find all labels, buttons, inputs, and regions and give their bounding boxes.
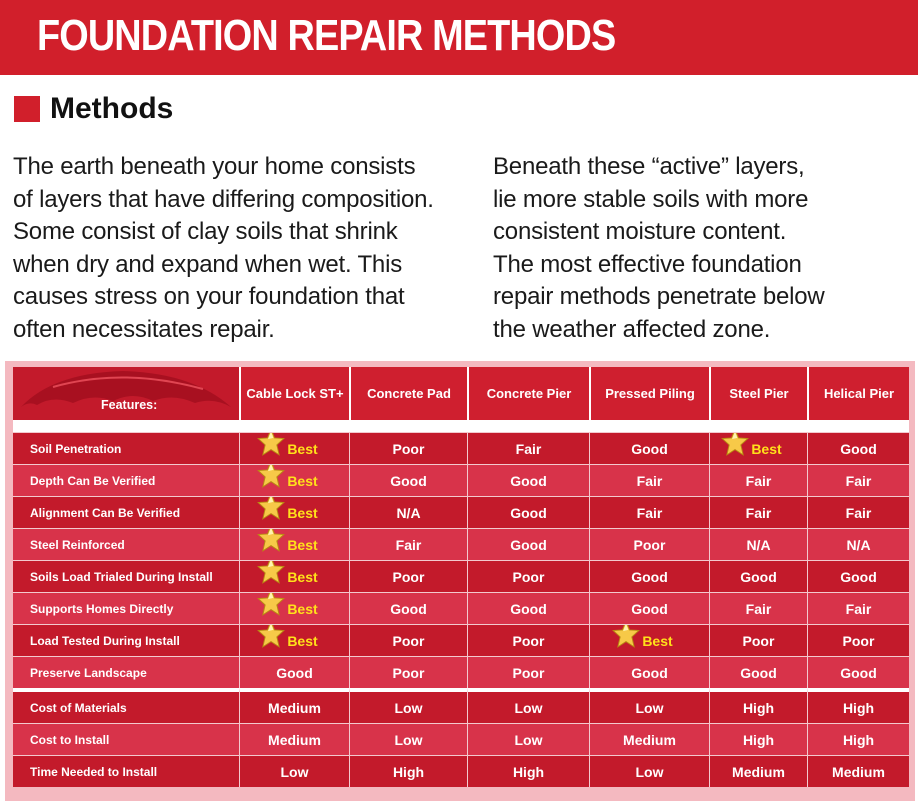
table-row xyxy=(13,688,909,723)
rating-text: Best xyxy=(287,600,318,617)
rating-cell xyxy=(239,624,349,656)
features-label: Features: xyxy=(101,398,158,412)
rating-cell: Poor xyxy=(349,656,467,688)
page-title: FOUNDATION REPAIR METHODS xyxy=(37,11,616,60)
rating-cell: N/A xyxy=(807,528,909,560)
rating-cell: Fair xyxy=(709,496,807,528)
rating-cell: High xyxy=(709,723,807,755)
rating-cell: Good xyxy=(349,464,467,496)
rating-cell: Fair xyxy=(709,592,807,624)
rating-cell: Fair xyxy=(709,464,807,496)
umbrella-icon xyxy=(13,367,239,420)
star-icon xyxy=(257,560,285,584)
rating-text: Best xyxy=(287,536,318,553)
best-rating xyxy=(271,633,317,649)
best-rating xyxy=(271,505,317,521)
rating-cell: Good xyxy=(467,496,589,528)
rating-cell: Low xyxy=(589,688,709,723)
rating-cell: Medium xyxy=(239,723,349,755)
rating-cell: Good xyxy=(709,560,807,592)
rating-cell: Low xyxy=(349,723,467,755)
feature-name: Alignment Can Be Verified xyxy=(13,496,239,528)
rating-cell: Good xyxy=(239,656,349,688)
rating-cell: Good xyxy=(467,464,589,496)
star-icon xyxy=(257,496,285,520)
rating-cell: Good xyxy=(589,592,709,624)
rating-cell: High xyxy=(467,755,589,787)
rating-cell xyxy=(589,624,709,656)
table-row xyxy=(13,723,909,755)
feature-name: Cost of Materials xyxy=(13,688,239,723)
table-row xyxy=(13,624,909,656)
rating-cell: Good xyxy=(807,656,909,688)
rating-cell: Fair xyxy=(589,496,709,528)
features-header-cell xyxy=(13,367,239,422)
rating-cell: Fair xyxy=(589,464,709,496)
column-header: Cable Lock ST+ xyxy=(239,367,349,422)
rating-text: Best xyxy=(287,568,318,585)
feature-name: Time Needed to Install xyxy=(13,755,239,787)
rating-cell: Low xyxy=(467,723,589,755)
table-row xyxy=(13,656,909,688)
rating-cell: High xyxy=(349,755,467,787)
best-rating xyxy=(271,569,317,585)
table-row xyxy=(13,528,909,560)
rating-text: Best xyxy=(287,632,318,649)
rating-cell xyxy=(239,464,349,496)
rating-cell: Fair xyxy=(807,592,909,624)
best-rating xyxy=(271,537,317,553)
column-header: Steel Pier xyxy=(709,367,807,422)
table-row xyxy=(13,755,909,787)
feature-name: Steel Reinforced xyxy=(13,528,239,560)
rating-cell: Good xyxy=(467,592,589,624)
section-heading: Methods xyxy=(50,92,174,125)
table-row xyxy=(13,432,909,464)
rating-cell: Good xyxy=(349,592,467,624)
rating-cell: Good xyxy=(589,656,709,688)
rating-cell: Good xyxy=(467,528,589,560)
star-icon xyxy=(257,432,285,456)
rating-cell: Medium xyxy=(589,723,709,755)
rating-cell xyxy=(239,496,349,528)
star-icon xyxy=(257,464,285,488)
rating-cell: Fair xyxy=(349,528,467,560)
rating-cell: Poor xyxy=(467,624,589,656)
rating-cell: Low xyxy=(467,688,589,723)
rating-cell: Good xyxy=(589,560,709,592)
rating-text: Best xyxy=(287,504,318,521)
star-icon xyxy=(257,528,285,552)
rating-cell: Poor xyxy=(349,432,467,464)
table-row xyxy=(13,560,909,592)
rating-cell xyxy=(239,560,349,592)
rating-cell: Poor xyxy=(467,656,589,688)
rating-text: Best xyxy=(287,440,318,457)
section-marker-square xyxy=(14,96,40,122)
rating-cell: Low xyxy=(349,688,467,723)
rating-cell: Low xyxy=(589,755,709,787)
best-rating xyxy=(271,441,317,457)
rating-cell xyxy=(239,592,349,624)
rating-cell: Good xyxy=(709,656,807,688)
star-icon xyxy=(257,592,285,616)
feature-name: Load Tested During Install xyxy=(13,624,239,656)
table-row xyxy=(13,592,909,624)
rating-cell: High xyxy=(709,688,807,723)
rating-cell: Good xyxy=(589,432,709,464)
column-header: Concrete Pad xyxy=(349,367,467,422)
rating-cell: Poor xyxy=(709,624,807,656)
best-rating xyxy=(271,601,317,617)
star-icon xyxy=(612,624,640,648)
rating-cell: Good xyxy=(807,560,909,592)
feature-name: Preserve Landscape xyxy=(13,656,239,688)
rating-cell: Medium xyxy=(807,755,909,787)
feature-name: Cost to Install xyxy=(13,723,239,755)
feature-name: Soil Penetration xyxy=(13,432,239,464)
title-banner xyxy=(0,0,918,75)
table-row xyxy=(13,464,909,496)
intro-paragraph-right: Beneath these “active” layers, lie more stable soils with more consistent moisture content. The most effective foundation repair methods penetrate below the weather affected zone. xyxy=(493,153,825,343)
column-header: Pressed Piling xyxy=(589,367,709,422)
table-row xyxy=(13,496,909,528)
rating-cell xyxy=(709,432,807,464)
rating-cell: Fair xyxy=(807,464,909,496)
rating-cell: Poor xyxy=(349,624,467,656)
rating-cell: Poor xyxy=(349,560,467,592)
best-rating xyxy=(626,633,672,649)
rating-cell: Poor xyxy=(807,624,909,656)
header-gap xyxy=(13,422,909,432)
rating-cell: Poor xyxy=(467,560,589,592)
rating-cell xyxy=(239,432,349,464)
rating-cell: Fair xyxy=(467,432,589,464)
feature-name: Soils Load Trialed During Install xyxy=(13,560,239,592)
best-rating xyxy=(735,441,781,457)
rating-cell: Low xyxy=(239,755,349,787)
intro-paragraph-left: The earth beneath your home consists of layers that have differing composition. Some consist of clay soils that shrink when dry and expand when wet. This causes stress on your foundation that often necessitates repair. xyxy=(13,153,434,343)
comparison-table xyxy=(13,367,909,787)
rating-cell: Poor xyxy=(589,528,709,560)
spacer xyxy=(13,422,909,432)
column-header: Concrete Pier xyxy=(467,367,589,422)
rating-text: Best xyxy=(642,632,673,649)
rating-text: Best xyxy=(287,472,318,489)
best-rating xyxy=(271,473,317,489)
rating-cell: N/A xyxy=(709,528,807,560)
feature-name: Supports Homes Directly xyxy=(13,592,239,624)
rating-cell: Medium xyxy=(709,755,807,787)
rating-cell: High xyxy=(807,688,909,723)
rating-cell: Medium xyxy=(239,688,349,723)
star-icon xyxy=(721,432,749,456)
rating-text: Best xyxy=(751,440,782,457)
rating-cell: High xyxy=(807,723,909,755)
rating-cell xyxy=(239,528,349,560)
rating-cell: N/A xyxy=(349,496,467,528)
header-row xyxy=(13,367,909,422)
rating-cell: Fair xyxy=(807,496,909,528)
rating-cell: Good xyxy=(807,432,909,464)
star-icon xyxy=(257,624,285,648)
column-header: Helical Pier xyxy=(807,367,909,422)
feature-name: Depth Can Be Verified xyxy=(13,464,239,496)
